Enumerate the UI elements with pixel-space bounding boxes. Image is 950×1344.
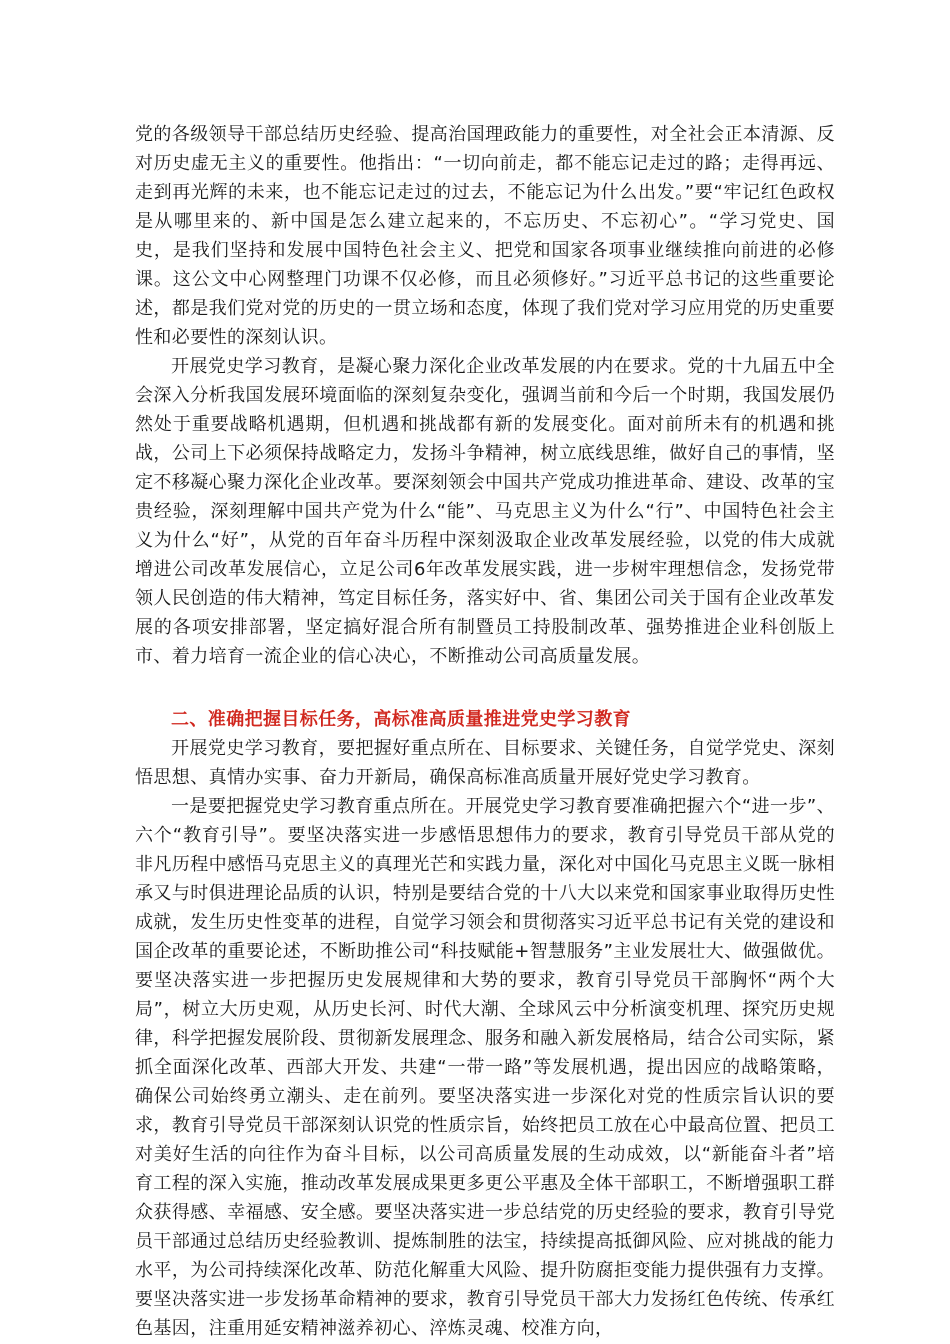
document-body xyxy=(135,120,835,1343)
section-heading: 二、准确把握目标任务，高标准高质量推进党史学习教育 xyxy=(171,709,631,730)
paragraph-continuation: 党的各级领导干部总结历史经验、提高治国理政能力的重要性，对全社会正本清源、反对历史虚无主义的重要性。他指出：“一切向前走，都不能忘记走过的路；走得再远、走到再光辉的未来，也不能忘记走过的过去，不能忘记为什么出发。”要“牢记红色政权是从哪里来的、新中国是怎么建立起来的，不忘历史、不忘初心”。“学习党史、国史，是我们坚持和发展中国特色社会主义、把党和国家各项事业继续推向前进的必修课。这公文中心网整理门功课不仅必修，而且必须修好。”习近平总书记的这些重要论述，都是我们党对党的历史的一贯立场和态度，体现了我们党对学习应用党的历史重要性和必要性的深刻认识。 xyxy=(135,124,835,348)
paragraph-section-intro: 开展党史学习教育，要把握好重点所在、目标要求、关键任务，自觉学党史、深刻悟思想、真情办实事、奋力开新局，确保高标准高质量开展好党史学习教育。 xyxy=(135,738,835,788)
paragraph-enterprise-reform: 开展党史学习教育，是凝心聚力深化企业改革发展的内在要求。党的十九届五中全会深入分析我国发展环境面临的深刻复杂变化，强调当前和今后一个时期，我国发展仍然处于重要战略机遇期，但机遇和挑战都有新的发展变化。面对前所未有的机遇和挑战，公司上下必须保持战略定力，发扬斗争精神，树立底线思维，做好自己的事情，坚定不移凝心聚力深化企业改革。要深刻领会中国共产党成功推进革命、建设、改革的宝贵经验，深刻理解中国共产党为什么“能”、马克思主义为什么“行”、中国特色社会主义为什么“好”，从党的百年奋斗历程中深刻汲取企业改革发展经验，以党的伟大成就增进公司改革发展信心，立足公司6年改革发展实践，进一步树牢理想信念，发扬党带领人民创造的伟大精神，笃定目标任务，落实好中、省、集团公司关于国有企业改革发展的各项安排部署，坚定搞好混合所有制暨员工持股制改革、强势推进企业科创版上市、着力培育一流企业的信心决心，不断推动公司高质量发展。 xyxy=(135,356,835,667)
paragraph-key-points: 一是要把握党史学习教育重点所在。开展党史学习教育要准确把握六个“进一步”、六个“教育引导”。要坚决落实进一步感悟思想伟力的要求，教育引导党员干部从党的非凡历程中感悟马克思主义的真理光芒和实践力量，深化对中国化马克思主义既一脉相承又与时俱进理论品质的认识，特别是要结合党的十八大以来党和国家事业取得历史性成就，发生历史性变革的进程，自觉学习领会和贯彻落实习近平总书记有关党的建设和国企改革的重要论述，不断助推公司“科技赋能+智慧服务”主业发展壮大、做强做优。要坚决落实进一步把握历史发展规律和大势的要求，教育引导党员干部胸怀“两个大局”，树立大历史观，从历史长河、时代大潮、全球风云中分析演变机理、探究历史规律，科学把握发展阶段、贯彻新发展理念、服务和融入新发展格局，结合公司实际，紧抓全面深化改革、西部大开发、共建“一带一路”等发展机遇，提出因应的战略策略，确保公司始终勇立潮头、走在前列。要坚决落实进一步深化对党的性质宗旨认识的要求，教育引导党员干部深刻认识党的性质宗旨，始终把员工放在心中最高位置、把员工对美好生活的向往作为奋斗目标，以公司高质量发展的生动成效，以“新能奋斗者”培育工程的深入实施，推动改革发展成果更多更公平惠及全体干部职工，不断增强职工群众获得感、幸福感、安全感。要坚决落实进一步总结党的历史经验的要求，教育引导党员干部通过总结历史经验教训、提炼制胜的法宝，持续提高抵御风险、应对挑战的能力水平，为公司持续深化改革、防范化解重大风险、提升防腐拒变能力提供强有力支撑。要坚决落实进一步发扬革命精神的要求，教育引导党员干部大力发扬红色传统、传承红色基因，注重用延安精神滋养初心、淬炼灵魂、校准方向， xyxy=(135,796,835,1339)
